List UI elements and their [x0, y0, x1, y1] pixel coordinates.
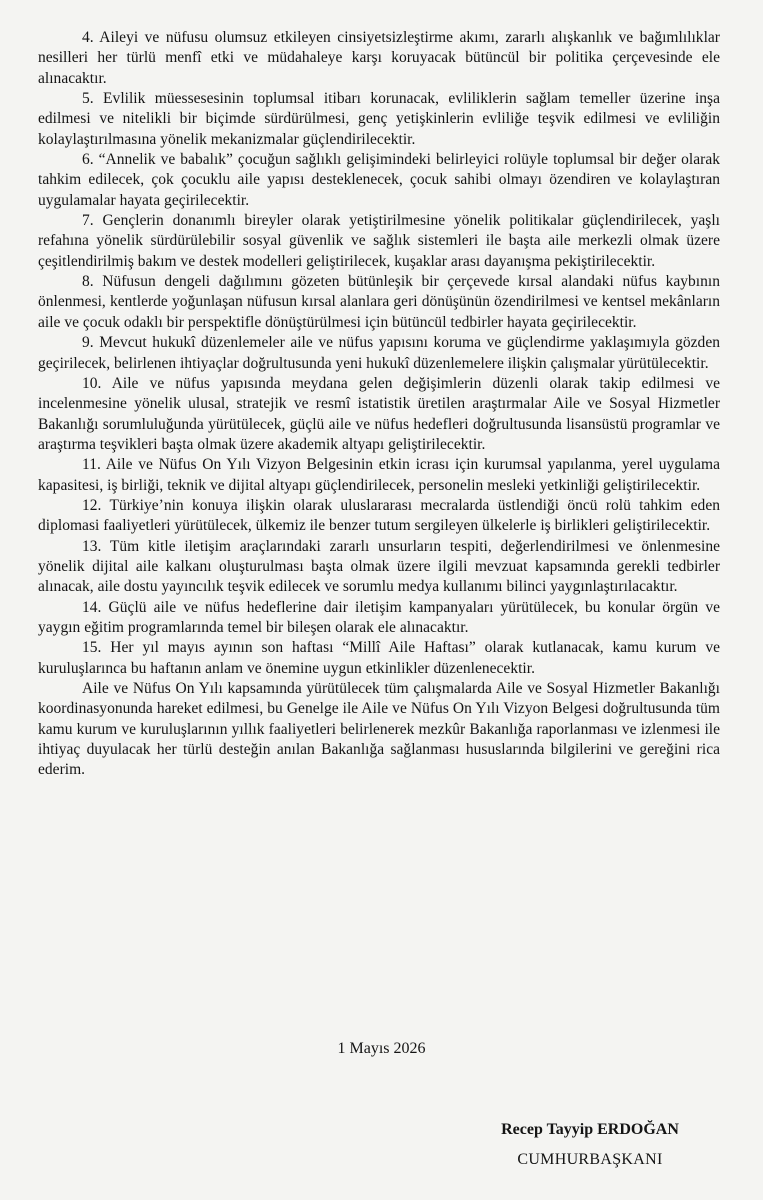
paragraph-item-15: 15. Her yıl mayıs ayının son haftası “Millî Aile Haftası” olarak kutlanacak, kamu kurum ve kuruluşlarınca bu haftanın anlam ve önemine uygun etkinlikler düzenlenecektir.	[38, 639, 720, 677]
signatory-title: CUMHURBAŞKANI	[517, 1151, 663, 1168]
paragraph-item-12: 12. Türkiye’nin konuya ilişkin olarak uluslararası mecralarda üstlendiği öncü rolü tahkim eden diplomasi faaliyetleri yürütülecek, ülkemiz ile benzer tutum sergileyen ülkelerle iş birlikleri geliştirilecektir.	[38, 496, 720, 535]
paragraph-item-9: 9. Mevcut hukukî düzenlemeler aile ve nüfus yapısını koruma ve güçlendirme yaklaşımıyla gözden geçirilecek, belirlenen ihtiyaçlar doğrultusunda yeni hukukî düzenlemelere ilişkin çalışmalar yürütülecektir.	[38, 334, 720, 372]
paragraph-item-10: 10. Aile ve nüfus yapısında meydana gelen değişimlerin düzenli olarak takip edilmesi ve incelenmesine yönelik ulusal, stratejik ve resmî istatistik üretilen araştırmalar Aile ve Sosyal Hizmetler Bakanlığı sorumluluğunda yürütülecek, güçlü aile ve nüfus hedefleri doğrultusunda lisansüstü programlar ve araştırma teşvikleri başta olmak üzere akademik altyapı geliştirilecektir.	[38, 374, 720, 453]
paragraph-item-5: 5. Evlilik müessesesinin toplumsal itibarı korunacak, evliliklerin sağlam temeller üzerine inşa edilmesi ve nitelikli bir biçimde sürdürülmesi, genç yetişkinlerin evliliğe teşvik edilmesi ve evliliğin kolaylaştırılmasına yönelik mekanizmalar güçlendirilecektir.	[38, 90, 720, 148]
paragraph-item-8: 8. Nüfusun dengeli dağılımını gözeten bütünleşik bir çerçevede kırsal alandaki nüfus kaybının önlenmesi, kentlerde yoğunlaşan nüfusun kırsal alanlara geri dönüşünün özendirilmesi ve kentsel mekânların aile ve çocuk odaklı bir perspektifle dönüştürülmesi için bütüncül tedbirler hayata geçirilecektir.	[38, 273, 720, 331]
paragraph-item-7: 7. Gençlerin donanımlı bireyler olarak yetiştirilmesine yönelik politikalar güçlendirilecek, yaşlı refahına yönelik sürdürülebilir sosyal güvenlik ve sağlık sistemleri ile başta aile merkezli olmak üzere çeşitlendirilmiş bakım ve destek modelleri geliştirilecek, kuşaklar arası dayanışma pekiştirilecektir.	[38, 212, 720, 270]
paragraph-item-13: 13. Tüm kitle iletişim araçlarındaki zararlı unsurların tespiti, değerlendirilmesi ve önlenmesine yönelik dijital aile kalkanı oluşturulması başta olmak üzere ilgili mevzuat kapsamında gerekli tedbirler alınacak, aile dostu yayıncılık teşvik edilecek ve sorumlu medya kullanımı bilinci yaygınlaştırılacaktır.	[38, 537, 720, 596]
document-date: 1 Mayıs 2026	[337, 1040, 426, 1057]
paragraph-item-11: 11. Aile ve Nüfus On Yılı Vizyon Belgesinin etkin icrası için kurumsal yapılanma, yerel uygulama kapasitesi, iş birliği, teknik ve dijital altyapı güçlendirilecek, personelin mesleki yetkinliği geliştirilecektir.	[38, 456, 720, 494]
closing-paragraph: Aile ve Nüfus On Yılı kapsamında yürütülecek tüm çalışmalarda Aile ve Sosyal Hizmetler Bakanlığı koordinasyonunda hareket edilmesi, bu Genelge ile Aile ve Nüfus On Yılı Vizyon Belgesi doğrultusunda tüm kamu kurum ve kuruluşlarının yıllık faaliyetleri belirlenerek mezkûr Bakanlığa raporlanması ve izlenmesi ile ihtiyaç duyulacak her türlü desteğin anılan Bakanlığa sağlanması hususlarında bilgilerini ve gereğini rica ederim.	[38, 680, 720, 779]
paragraph-item-6: 6. “Annelik ve babalık” çocuğun sağlıklı gelişimindeki belirleyici rolüyle toplumsal bir değer olarak tahkim edilecek, çok çocuklu aile yapısı desteklenecek, çocuk sahibi olmayı özendiren ve kolaylaştıran uygulamalar hayata geçirilecektir.	[38, 151, 720, 209]
document-body	[38, 28, 720, 781]
paragraph-item-14: 14. Güçlü aile ve nüfus hedeflerine dair iletişim kampanyaları yürütülecek, bu konular örgün ve yaygın eğitim programlarında temel bir bileşen olarak ele alınacaktır.	[38, 598, 720, 636]
paragraph-item-4: 4. Aileyi ve nüfusu olumsuz etkileyen cinsiyetsizleştirme akımı, zararlı alışkanlık ve bağımlılıklar nesilleri her türlü menfî etki ve müdahaleye karşı koruyacak bütüncül bir politika çerçevesinde ele alınacaktır.	[38, 29, 720, 87]
signatory-name: Recep Tayyip ERDOĞAN	[501, 1121, 679, 1138]
